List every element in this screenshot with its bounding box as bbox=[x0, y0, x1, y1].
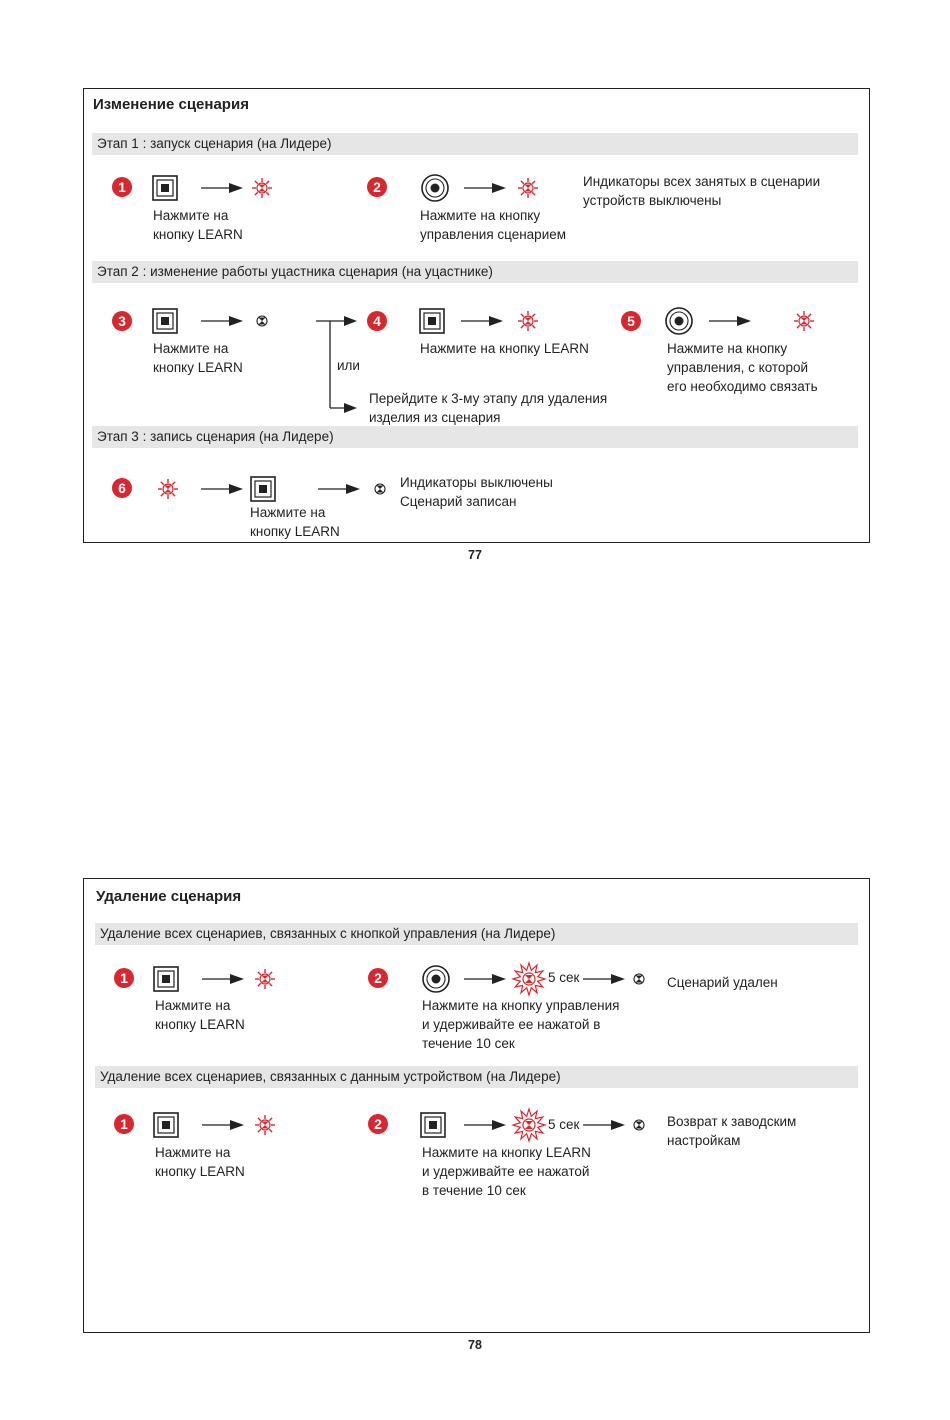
or-label: или bbox=[337, 358, 360, 373]
arrow-icon bbox=[709, 316, 751, 326]
indicator-off-icon bbox=[633, 973, 645, 985]
stage-2-header: Этап 2 : изменение работы уцастника сценария (на уцастнике) bbox=[92, 261, 858, 283]
stage-a-header: Удаление всех сценариев, связанных с кнопкой управления (на Лидере) bbox=[95, 923, 858, 945]
page-78-panel bbox=[83, 878, 870, 1333]
alt-path-line-2: изделия из сценария bbox=[369, 410, 501, 425]
step-6-note-line-2: Сценарий записан bbox=[400, 494, 517, 509]
blinking-indicator-icon bbox=[793, 310, 815, 332]
page-title: Изменение сценария bbox=[93, 96, 249, 113]
page-title: Удаление сценария bbox=[96, 888, 242, 905]
step-1-label-line-1: Нажмите на bbox=[153, 208, 229, 223]
blinking-indicator-icon bbox=[251, 177, 273, 199]
step-2-label-line-1: Нажмите на кнопку bbox=[420, 208, 541, 223]
learn-button-icon bbox=[419, 308, 445, 334]
alt-path-line-1: Перейдите к 3-му этапу для удаления bbox=[369, 391, 608, 406]
step-6-label-line-2: кнопку LEARN bbox=[250, 524, 340, 539]
step-1-label-line-2: кнопку LEARN bbox=[155, 1017, 245, 1032]
blinking-indicator-icon bbox=[254, 1114, 276, 1136]
learn-button-icon bbox=[152, 308, 178, 334]
stage-1-header: Этап 1 : запуск сценария (на Лидере) bbox=[92, 133, 858, 155]
arrow-icon bbox=[318, 484, 360, 494]
step-1-badge: 1 bbox=[114, 968, 134, 988]
control-button-icon bbox=[422, 965, 450, 993]
learn-button-icon bbox=[420, 1112, 446, 1138]
indicator-off-icon bbox=[374, 483, 386, 495]
step-5-label-line-2: управления, с которой bbox=[667, 360, 808, 375]
step-2-note-line-2: устройств выключены bbox=[583, 193, 722, 208]
step-4-label: Нажмите на кнопку LEARN bbox=[420, 341, 589, 356]
step-5-badge: 5 bbox=[621, 311, 641, 331]
blinking-indicator-icon bbox=[157, 478, 179, 500]
arrow-icon bbox=[201, 316, 243, 326]
control-button-icon bbox=[421, 174, 449, 202]
long-press-blinking-indicator-icon bbox=[512, 1108, 546, 1142]
arrow-icon bbox=[461, 316, 503, 326]
step-3-badge: 3 bbox=[112, 311, 132, 331]
arrow-icon bbox=[583, 1120, 625, 1130]
result-label: Сценарий удален bbox=[667, 975, 778, 990]
stage-3-header: Этап 3 : запись сценария (на Лидере) bbox=[92, 426, 858, 448]
step-1-badge: 1 bbox=[112, 177, 132, 197]
step-2-badge: 2 bbox=[367, 177, 387, 197]
arrow-icon bbox=[583, 974, 625, 984]
learn-button-icon bbox=[250, 476, 276, 502]
learn-button-icon bbox=[153, 1112, 179, 1138]
arrow-icon bbox=[464, 183, 506, 193]
step-2-label-line-1: Нажмите на кнопку управления bbox=[422, 998, 620, 1013]
step-2-label-line-3: в течение 10 сек bbox=[422, 1183, 526, 1198]
step-1-label-line-2: кнопку LEARN bbox=[153, 227, 243, 242]
step-1-label-line-2: кнопку LEARN bbox=[155, 1164, 245, 1179]
step-5-label-line-3: его необходимо связать bbox=[667, 379, 818, 394]
control-button-icon bbox=[665, 307, 693, 335]
step-2-badge: 2 bbox=[368, 1114, 388, 1134]
arrow-icon bbox=[464, 974, 506, 984]
step-1-badge: 1 bbox=[114, 1114, 134, 1134]
arrow-icon bbox=[202, 1120, 244, 1130]
step-6-badge: 6 bbox=[112, 478, 132, 498]
step-2-label-line-3: течение 10 сек bbox=[422, 1036, 515, 1051]
result-label-line-1: Возврат к заводским bbox=[667, 1114, 797, 1129]
duration-label: 5 сек bbox=[548, 970, 580, 985]
indicator-off-icon bbox=[633, 1119, 645, 1131]
arrow-icon bbox=[201, 183, 243, 193]
blinking-indicator-icon bbox=[254, 968, 276, 990]
result-label-line-2: настройкам bbox=[667, 1133, 741, 1148]
step-6-label-line-1: Нажмите на bbox=[250, 505, 326, 520]
duration-label: 5 сек bbox=[548, 1117, 580, 1132]
arrow-icon bbox=[464, 1120, 506, 1130]
learn-button-icon bbox=[153, 966, 179, 992]
step-2-label-line-2: и удерживайте ее нажатой bbox=[422, 1164, 590, 1179]
blinking-indicator-icon bbox=[517, 310, 539, 332]
learn-button-icon bbox=[152, 175, 178, 201]
long-press-blinking-indicator-icon bbox=[512, 962, 546, 996]
step-2-note-line-1: Индикаторы всех занятых в сценарии bbox=[583, 174, 821, 189]
blinking-indicator-icon bbox=[517, 177, 539, 199]
arrow-icon bbox=[201, 484, 243, 494]
step-3-label-line-2: кнопку LEARN bbox=[153, 360, 243, 375]
page-number: 77 bbox=[468, 548, 482, 562]
step-6-note-line-1: Индикаторы выключены bbox=[400, 475, 553, 490]
indicator-off-icon bbox=[256, 315, 268, 327]
step-2-label-line-2: и удерживайте ее нажатой в bbox=[422, 1017, 601, 1032]
arrow-icon bbox=[202, 974, 244, 984]
step-2-label-line-2: управления сценарием bbox=[420, 227, 567, 242]
stage-b-header: Удаление всех сценариев, связанных с данным устройством (на Лидере) bbox=[95, 1066, 858, 1088]
step-2-label-line-1: Нажмите на кнопку LEARN bbox=[422, 1145, 591, 1160]
step-5-label-line-1: Нажмите на кнопку bbox=[667, 341, 788, 356]
step-4-badge: 4 bbox=[367, 311, 387, 331]
page-number: 78 bbox=[468, 1338, 482, 1352]
step-1-label-line-1: Нажмите на bbox=[155, 998, 231, 1013]
step-3-label-line-1: Нажмите на bbox=[153, 341, 229, 356]
step-2-badge: 2 bbox=[368, 968, 388, 988]
step-1-label-line-1: Нажмите на bbox=[155, 1145, 231, 1160]
